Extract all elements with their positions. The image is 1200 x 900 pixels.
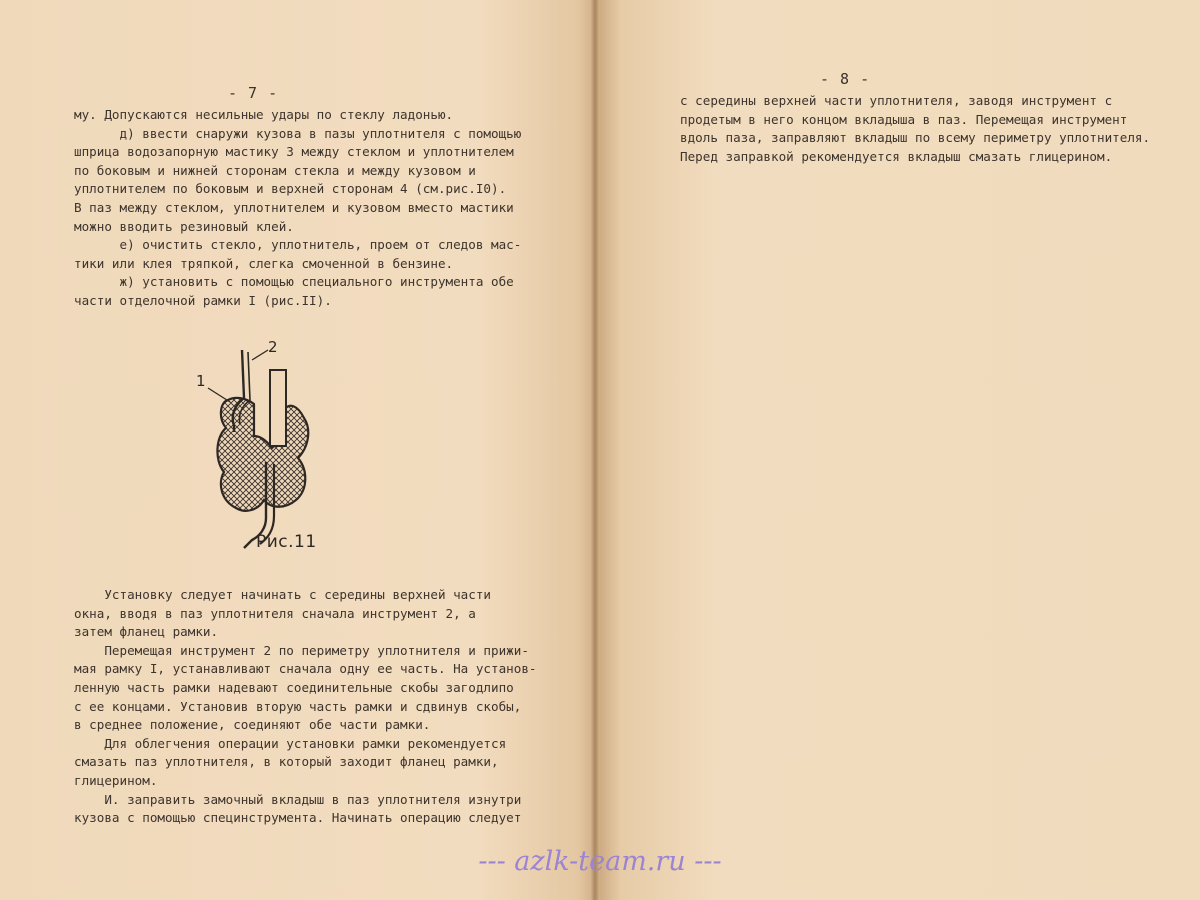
figure-label-1: 1 (196, 372, 206, 390)
seal-body (217, 398, 308, 511)
site-watermark: --- azlk-team.ru --- (478, 846, 722, 877)
right-page-text: с середины верхней части уплотнителя, заводя инструмент с продетым в него концом вкладыша в паз. Перемещая инструмент вдоль паза, заправляют вкладыш по всему периметру уплотнителя. Перед заправкой рекомендуется вкладыш смазать глицерином. (680, 93, 1151, 164)
book-gutter (590, 0, 600, 900)
left-page-text-top: му. Допускаются несильные удары по стеклу ладонью. д) ввести снаружи кузова в пазы уплотнителя с помощью шприца водозапорную мастику 3 между стеклом и уплотнителем по боковым и нижней сторонам стекла и между кузовом и уплотнителем по боковым и верхней сторонам 4 (см.рис.I0). В паз между стеклом, уплотнителем и кузовом вместо мастики можно вводить резиновый клей. е) очистить стекло, уплотнитель, проем от следов мас- тики или клея тряпкой, слегка смоченной в бензине. ж) установить с помощью специального инструмента обе части отделочной рамки I (рис.II). (74, 107, 522, 308)
right-page-number: - 8 - (820, 70, 871, 88)
figure-label-2: 2 (268, 340, 278, 356)
left-page-number: - 7 - (228, 84, 279, 102)
left-page-text-bottom: Установку следует начинать с середины верхней части окна, вводя в паз уплотнителя сначала инструмент 2, а затем фланец рамки. Перемещая инструмент 2 по периметру уплотнителя и прижи- мая рамку I, устанавливают сначала одну ее часть. На установ- ленную часть рамки надевают соединительные скобы загодлипо с ее концами. Установив вторую часть рамки и сдвинув скобы, в среднее положение, соединяют обе части рамки. Для облегчения операции установки рамки рекомендуется смазать паз уплотнителя, в который заходит фланец рамки, глицерином. И. заправить замочный вкладыш в паз уплотнителя изнутри кузова с помощью специнструмента. Начинать операцию следует (74, 587, 537, 826)
glass-strip (270, 370, 286, 446)
figure-caption: Рис.11 (256, 532, 317, 552)
